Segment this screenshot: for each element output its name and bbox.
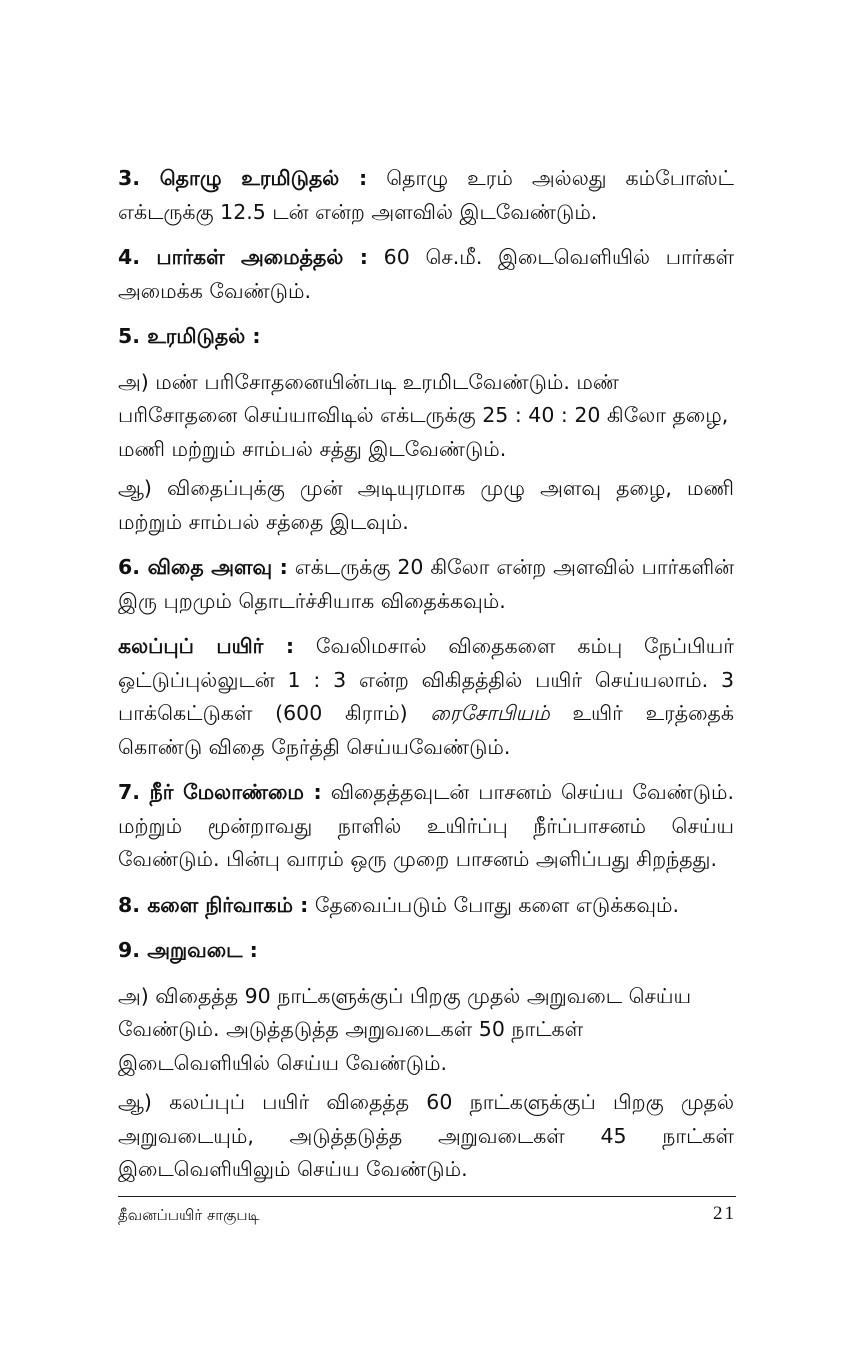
section-text: ஆ) கலப்புப் பயிர் விதைத்த 60 நாட்களுக்குப் பிறகு முதல் அறுவடையும், அடுத்தடுத்த அறுவடைகள் 45 நாட்கள் இடைவெளியிலும் செய்ய வேண்டும். [118, 1090, 734, 1181]
section-heading: 4. பார்கள் அமைத்தல் : [118, 245, 368, 269]
section-heading: 5. உரமிடுதல் : [118, 324, 261, 348]
page-number: 21 [713, 1203, 736, 1224]
page-body [118, 162, 734, 1199]
section-ridges [118, 241, 734, 308]
footer-book-title: தீவனப்பயிர் சாகுபடி [118, 1206, 260, 1224]
section-text: எக்டருக்கு 20 கிலோ என்ற அளவில் பார்களின் இரு புறமும் தொடர்ச்சியாக விதைக்கவும். [118, 555, 734, 613]
section-text: வேலிமசால் விதைகளை கம்பு நேப்பியர் ஒட்டுப்புல்லுடன் 1 : 3 என்ற விகிதத்தில் பயிர் செய்யலாம். 3 பாக்கெட்டுகள் (600 கிராம்) [118, 634, 735, 725]
section-harvest [118, 934, 734, 968]
section-seed-rate [118, 551, 734, 618]
harvest-point-b [118, 1086, 734, 1187]
section-text: ஆ) விதைப்புக்கு முன் அடியுரமாக முழு அளவு தழை, மணி மற்றும் சாம்பல் சத்தை இடவும். [118, 476, 734, 534]
section-heading: 6. விதை அளவு : [118, 555, 288, 579]
section-text: விதைத்தவுடன் பாசனம் செய்ய வேண்டும். மற்றும் மூன்றாவது நாளில் உயிர்ப்பு நீர்ப்பாசனம் செய்ய வேண்டும். பின்பு வாரம் ஒரு முறை பாசனம் அளிப்பது சிறந்தது. [118, 780, 734, 871]
section-text: தேவைப்படும் போது களை எடுக்கவும். [308, 892, 680, 917]
section-heading: 3. தொழு உரமிடுதல் : [118, 166, 368, 190]
section-text: 60 செ.மீ. இடைவெளியில் பார்கள் அமைக்க வேண்டும். [118, 245, 734, 303]
section-text: தொழு உரம் அல்லது கம்போஸ்ட் எக்டருக்கு 12.5 டன் என்ற அளவில் இடவேண்டும். [118, 166, 734, 224]
section-weed [118, 889, 734, 923]
harvest-point-a [118, 980, 734, 1081]
fertilizer-point-a [118, 366, 734, 467]
section-water [118, 776, 734, 877]
footer-divider [118, 1196, 736, 1197]
rhizobium-term: ரைசோபியம் [430, 701, 550, 725]
section-intercrop [118, 630, 734, 764]
section-fym [118, 162, 734, 229]
section-heading: கலப்புப் பயிர் : [118, 634, 295, 658]
section-heading: 8. களை நிர்வாகம் : [118, 892, 309, 917]
section-text: அ) மண் பரிசோதனையின்படி உரமிடவேண்டும். மண் பரிசோதனை செய்யாவிடில் எக்டருக்கு 25 : 40 : 20 கிலோ தழை, மணி மற்றும் சாம்பல் சத்து இடவேண்டும். [118, 369, 729, 461]
section-heading: 9. அறுவடை : [118, 938, 258, 962]
section-fertilizer [118, 320, 734, 354]
section-heading: 7. நீர் மேலாண்மை : [118, 780, 322, 804]
section-text: உயிர் உரத்தைக் கொண்டு விதை நேர்த்தி செய்யவேண்டும். [118, 701, 734, 759]
section-text: அ) விதைத்த 90 நாட்களுக்குப் பிறகு முதல் அறுவடை செய்ய வேண்டும். அடுத்தடுத்த அறுவடைகள் 50 நாட்கள் இடைவெளியில் செய்ய வேண்டும். [118, 983, 692, 1075]
fertilizer-point-b [118, 472, 734, 539]
